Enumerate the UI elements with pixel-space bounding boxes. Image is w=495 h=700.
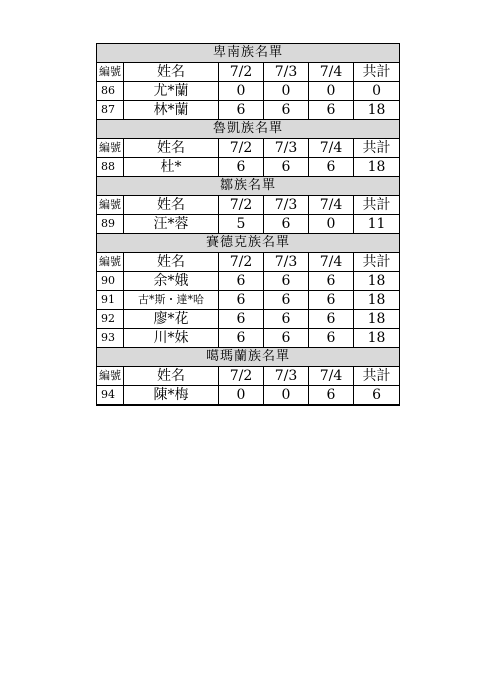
header-row xyxy=(97,63,400,82)
cell-id: 90 xyxy=(97,272,124,291)
cell-name: 古*斯・達*哈 xyxy=(124,291,219,310)
group-title: 鄒族名單 xyxy=(97,177,400,196)
group-title-row xyxy=(97,44,400,63)
cell-name: 尤*蘭 xyxy=(124,82,219,101)
header-total: 共計 xyxy=(354,253,400,272)
header-date-2: 7/3 xyxy=(264,253,309,272)
cell-total: 18 xyxy=(354,291,400,310)
header-total: 共計 xyxy=(354,139,400,158)
header-date-3: 7/4 xyxy=(309,253,354,272)
header-row xyxy=(97,367,400,386)
attendance-roster-table xyxy=(96,43,400,406)
header-id: 編號 xyxy=(97,63,124,82)
header-name: 姓名 xyxy=(124,196,219,215)
header-date-3: 7/4 xyxy=(309,139,354,158)
header-name: 姓名 xyxy=(124,139,219,158)
group-title: 噶瑪蘭族名單 xyxy=(97,348,400,367)
header-date-2: 7/3 xyxy=(264,139,309,158)
table-row xyxy=(97,291,400,310)
cell-id: 91 xyxy=(97,291,124,310)
cell-date-2: 6 xyxy=(264,310,309,329)
header-total: 共計 xyxy=(354,367,400,386)
cell-total: 0 xyxy=(354,82,400,101)
cell-date-2: 0 xyxy=(264,82,309,101)
cell-date-3: 6 xyxy=(309,386,354,406)
cell-name: 杜* xyxy=(124,158,219,177)
header-row xyxy=(97,253,400,272)
group-title-row xyxy=(97,234,400,253)
group-title: 卑南族名單 xyxy=(97,44,400,63)
cell-name: 林*蘭 xyxy=(124,101,219,120)
cell-total: 18 xyxy=(354,272,400,291)
cell-date-3: 0 xyxy=(309,82,354,101)
cell-date-3: 6 xyxy=(309,329,354,348)
header-id: 編號 xyxy=(97,367,124,386)
cell-name: 川*妹 xyxy=(124,329,219,348)
header-name: 姓名 xyxy=(124,63,219,82)
cell-date-2: 6 xyxy=(264,272,309,291)
cell-name: 陳*梅 xyxy=(124,386,219,406)
cell-date-3: 6 xyxy=(309,310,354,329)
header-date-2: 7/3 xyxy=(264,196,309,215)
cell-id: 89 xyxy=(97,215,124,234)
table-row xyxy=(97,82,400,101)
table-row xyxy=(97,310,400,329)
cell-date-2: 6 xyxy=(264,158,309,177)
cell-date-2: 0 xyxy=(264,386,309,406)
cell-date-3: 6 xyxy=(309,272,354,291)
cell-name: 廖*花 xyxy=(124,310,219,329)
cell-date-1: 0 xyxy=(219,386,264,406)
header-total: 共計 xyxy=(354,196,400,215)
cell-id: 87 xyxy=(97,101,124,120)
header-total: 共計 xyxy=(354,63,400,82)
cell-date-1: 6 xyxy=(219,101,264,120)
cell-date-3: 6 xyxy=(309,291,354,310)
table-row xyxy=(97,386,400,406)
cell-date-1: 6 xyxy=(219,158,264,177)
cell-name: 汪*蓉 xyxy=(124,215,219,234)
header-row xyxy=(97,139,400,158)
cell-total: 18 xyxy=(354,329,400,348)
group-title: 魯凱族名單 xyxy=(97,120,400,139)
header-id: 編號 xyxy=(97,253,124,272)
cell-date-3: 6 xyxy=(309,158,354,177)
header-date-2: 7/3 xyxy=(264,367,309,386)
header-date-3: 7/4 xyxy=(309,367,354,386)
header-name: 姓名 xyxy=(124,253,219,272)
group-title-row xyxy=(97,348,400,367)
table-row xyxy=(97,101,400,120)
cell-date-3: 6 xyxy=(309,101,354,120)
cell-total: 18 xyxy=(354,101,400,120)
header-date-1: 7/2 xyxy=(219,367,264,386)
cell-id: 94 xyxy=(97,386,124,406)
cell-total: 6 xyxy=(354,386,400,406)
header-date-3: 7/4 xyxy=(309,196,354,215)
cell-date-2: 6 xyxy=(264,291,309,310)
group-title-row xyxy=(97,120,400,139)
cell-date-1: 6 xyxy=(219,310,264,329)
header-date-1: 7/2 xyxy=(219,63,264,82)
cell-date-2: 6 xyxy=(264,101,309,120)
cell-total: 18 xyxy=(354,158,400,177)
cell-id: 88 xyxy=(97,158,124,177)
cell-date-1: 6 xyxy=(219,272,264,291)
header-date-3: 7/4 xyxy=(309,63,354,82)
header-date-1: 7/2 xyxy=(219,253,264,272)
cell-date-1: 5 xyxy=(219,215,264,234)
cell-name: 余*娥 xyxy=(124,272,219,291)
header-id: 編號 xyxy=(97,196,124,215)
cell-date-1: 0 xyxy=(219,82,264,101)
cell-date-2: 6 xyxy=(264,329,309,348)
cell-date-1: 6 xyxy=(219,329,264,348)
cell-date-3: 0 xyxy=(309,215,354,234)
header-id: 編號 xyxy=(97,139,124,158)
table-row xyxy=(97,272,400,291)
header-name: 姓名 xyxy=(124,367,219,386)
group-title-row xyxy=(97,177,400,196)
header-date-1: 7/2 xyxy=(219,196,264,215)
header-date-1: 7/2 xyxy=(219,139,264,158)
cell-total: 18 xyxy=(354,310,400,329)
table-row xyxy=(97,215,400,234)
cell-total: 11 xyxy=(354,215,400,234)
header-date-2: 7/3 xyxy=(264,63,309,82)
header-row xyxy=(97,196,400,215)
cell-id: 93 xyxy=(97,329,124,348)
cell-date-1: 6 xyxy=(219,291,264,310)
cell-id: 92 xyxy=(97,310,124,329)
table-row xyxy=(97,158,400,177)
cell-date-2: 6 xyxy=(264,215,309,234)
cell-id: 86 xyxy=(97,82,124,101)
table-row xyxy=(97,329,400,348)
group-title: 賽德克族名單 xyxy=(97,234,400,253)
